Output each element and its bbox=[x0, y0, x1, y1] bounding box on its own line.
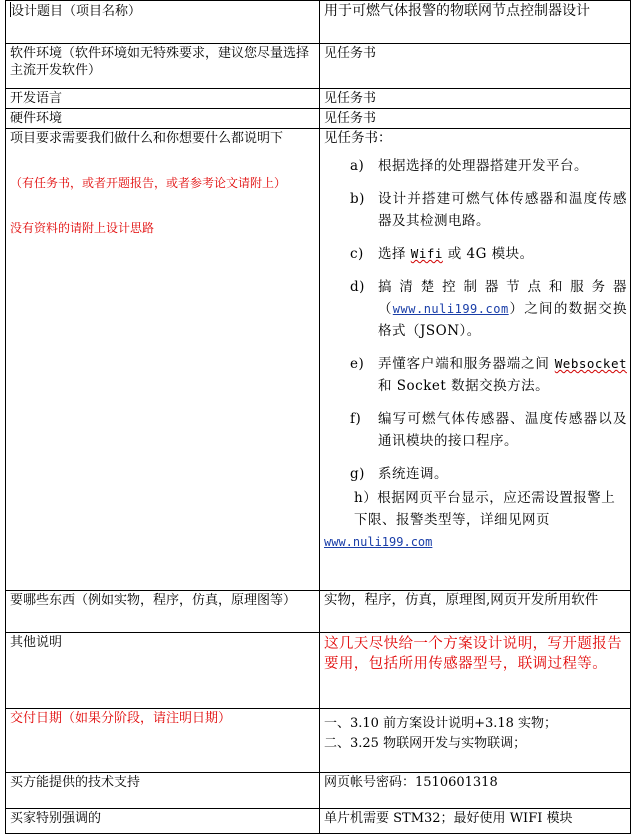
cell-label bbox=[6, 44, 320, 89]
web-link[interactable]: www.nuli199.com bbox=[324, 535, 433, 549]
web-link-line bbox=[324, 531, 627, 554]
cell-value[interactable] bbox=[320, 773, 631, 809]
item-marker: b) bbox=[350, 191, 365, 207]
item-text: 选择 bbox=[378, 246, 411, 262]
item-marker: f) bbox=[350, 411, 362, 427]
list-item[interactable] bbox=[324, 243, 627, 265]
list-item[interactable] bbox=[324, 487, 627, 531]
list-item[interactable] bbox=[324, 276, 627, 342]
item-text: 设计并搭建可燃气体传感器和温度传感器及其检测电路。 bbox=[378, 191, 627, 229]
software-env-value[interactable]: 见任务书 bbox=[324, 46, 377, 61]
item-marker: e) bbox=[350, 356, 365, 372]
item-text: 根据网页平台显示，应还需设置报警上下限、报警类型等，详细见网页 bbox=[354, 490, 616, 528]
cell-label bbox=[6, 1, 320, 44]
attachment-note: （有任务书，或者开题报告，或者参考论文请附上） bbox=[10, 176, 287, 190]
table-row bbox=[6, 773, 631, 809]
delivery-stage-1[interactable]: 一、3.10 前方案设计说明+3.18 实物； bbox=[324, 716, 558, 731]
cell-label bbox=[6, 109, 320, 129]
cell-value[interactable] bbox=[320, 89, 631, 109]
item-text: 和 Socket 数据交换方法。 bbox=[378, 378, 550, 394]
item-text: 搞清楚控制器节点和服务器（ bbox=[378, 279, 627, 317]
item-marker: g) bbox=[350, 466, 365, 482]
list-item[interactable] bbox=[324, 155, 627, 177]
requirements-intro[interactable]: 见任务书： bbox=[324, 130, 392, 146]
item-marker: d) bbox=[350, 279, 365, 295]
item-marker: h） bbox=[354, 490, 378, 506]
other-notes-label: 其他说明 bbox=[10, 635, 63, 650]
table-row bbox=[6, 44, 631, 89]
table-row bbox=[6, 591, 631, 633]
title-label: 设计题目（项目名称） bbox=[11, 4, 142, 19]
hardware-env-label: 硬件环境 bbox=[10, 111, 63, 126]
tech-support-value[interactable]: 网页帐号密码：1510601318 bbox=[324, 775, 498, 790]
list-item[interactable] bbox=[324, 408, 627, 452]
table-row bbox=[6, 633, 631, 709]
item-text: ）之间的数据交换格式（JSON）。 bbox=[378, 301, 628, 339]
dev-language-value[interactable]: 见任务书 bbox=[324, 91, 377, 106]
cell-value[interactable] bbox=[320, 709, 631, 773]
item-text: 根据选择的处理器搭建开发平台。 bbox=[378, 158, 588, 174]
list-item[interactable] bbox=[324, 188, 627, 232]
tech-support-label: 买方能提供的技术支持 bbox=[10, 775, 141, 790]
delivery-stage-2[interactable]: 二、3.25 物联网开发与实物联调； bbox=[324, 736, 527, 751]
cell-label bbox=[6, 773, 320, 809]
requirements-label: 项目要求需要我们做什么和你想要什么都说明下 bbox=[10, 131, 284, 146]
cell-label bbox=[6, 129, 320, 591]
table-row bbox=[6, 709, 631, 773]
delivery-date-label: 交付日期（如果分阶段，请注明日期） bbox=[10, 711, 232, 726]
hardware-env-value[interactable]: 见任务书 bbox=[324, 111, 377, 126]
cell-value[interactable] bbox=[320, 109, 631, 129]
list-item[interactable] bbox=[324, 353, 627, 397]
cell-label bbox=[6, 89, 320, 109]
table-row bbox=[6, 89, 631, 109]
deliverables-label: 要哪些东西（例如实物，程序，仿真，原理图等） bbox=[10, 593, 297, 608]
table-row bbox=[6, 109, 631, 129]
item-text: 编写可燃气体传感器、温度传感器以及通讯模块的接口程序。 bbox=[378, 411, 627, 449]
cell-value[interactable] bbox=[320, 1, 631, 44]
table-row bbox=[6, 809, 631, 834]
item-text: 或 4G 模块。 bbox=[442, 246, 534, 262]
other-notes-value[interactable]: 这几天尽快给一个方案设计说明，写开题报告要用，包括所用传感器型号，联调过程等。 bbox=[324, 636, 622, 672]
server-link[interactable]: www.nuli199.com bbox=[392, 302, 509, 316]
cell-label bbox=[6, 633, 320, 709]
buyer-emphasis-value[interactable]: 单片机需要 STM32；最好使用 WIFI 模块 bbox=[324, 811, 573, 826]
cell-label bbox=[6, 591, 320, 633]
item-text: 系统连调。 bbox=[378, 466, 448, 482]
table-row bbox=[6, 1, 631, 44]
item-text: 弄懂客户端和服务器端之间 bbox=[378, 356, 555, 372]
cell-value[interactable] bbox=[320, 809, 631, 834]
buyer-emphasis-label: 买家特别强调的 bbox=[10, 811, 102, 826]
cell-value[interactable] bbox=[320, 44, 631, 89]
wifi-term: Wifi bbox=[410, 246, 443, 261]
software-env-label: 软件环境（软件环境如无特殊要求，建议您尽量选择主流开发软件） bbox=[10, 46, 310, 78]
websocket-term: Websocket bbox=[554, 356, 627, 371]
cell-value[interactable] bbox=[320, 591, 631, 633]
cell-label bbox=[6, 809, 320, 834]
cell-value[interactable] bbox=[320, 129, 631, 591]
dev-language-label: 开发语言 bbox=[10, 91, 63, 106]
list-item[interactable] bbox=[324, 463, 627, 485]
item-marker: a) bbox=[350, 158, 365, 174]
requirements-table bbox=[5, 0, 631, 834]
cell-value[interactable] bbox=[320, 633, 631, 709]
deliverables-value[interactable]: 实物，程序，仿真，原理图,网页开发所用软件 bbox=[324, 592, 599, 608]
table-row bbox=[6, 129, 631, 591]
design-idea-note: 没有资料的请附上设计思路 bbox=[10, 221, 155, 235]
item-marker: c) bbox=[350, 246, 364, 262]
title-value[interactable]: 用于可燃气体报警的物联网节点控制器设计 bbox=[324, 3, 590, 19]
cell-label bbox=[6, 709, 320, 773]
requirements-list bbox=[324, 155, 627, 485]
